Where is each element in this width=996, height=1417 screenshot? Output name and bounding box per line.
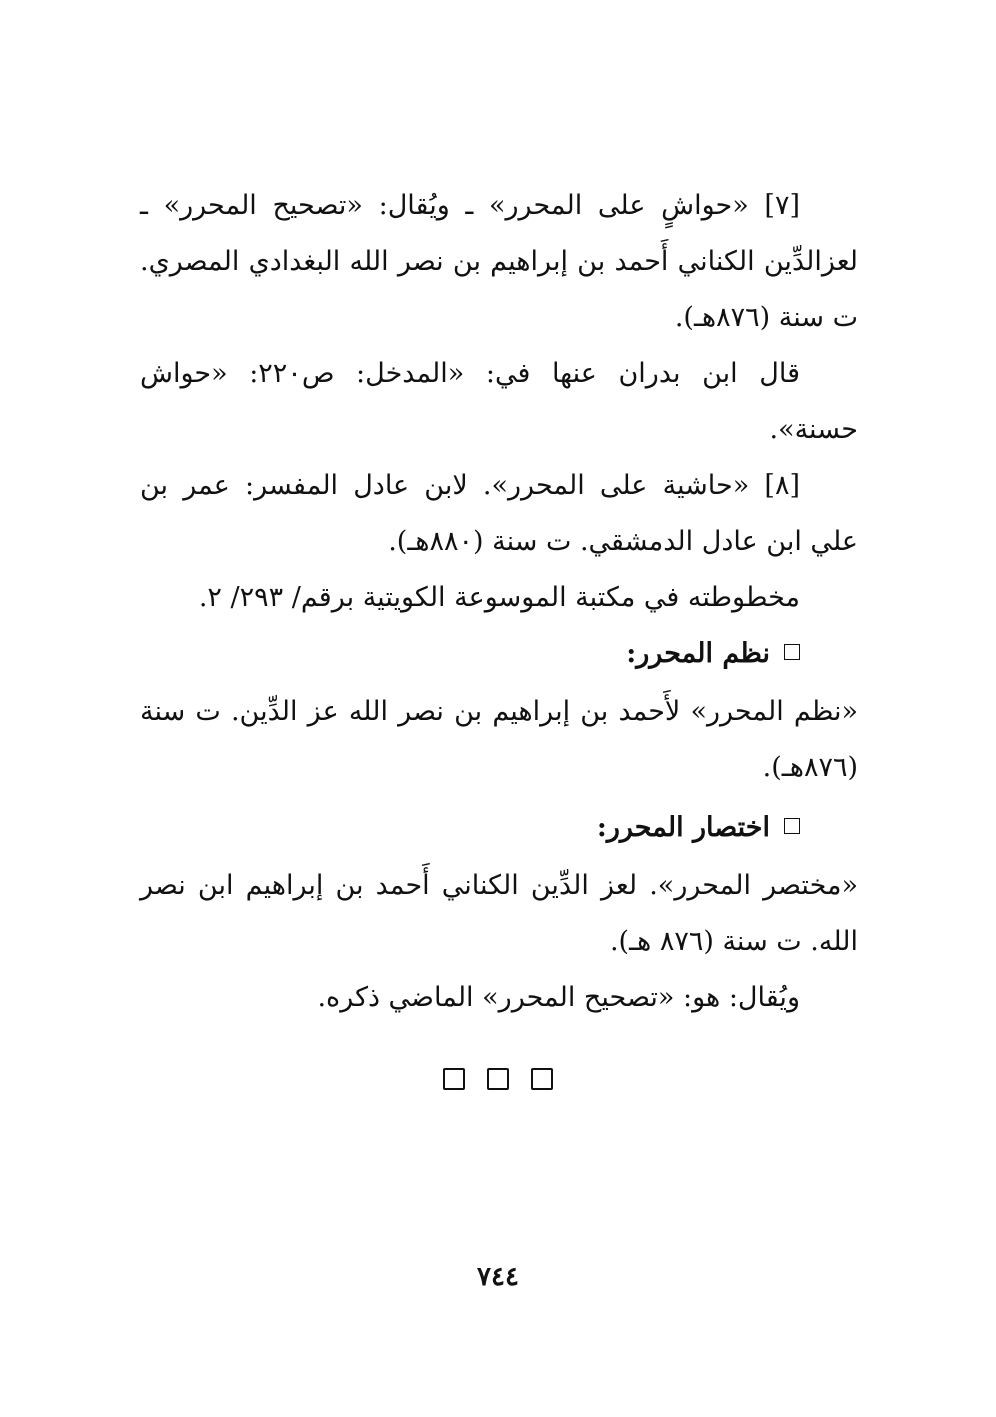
paragraph-ibn-badran-note: قال ابن بدران عنها في: «المدخل: ص٢٢٠: «حواش حسنة».	[140, 358, 858, 445]
paragraph-tashih-note: ويُقال: هو: «تصحيح المحرر» الماضي ذكره.	[317, 982, 800, 1013]
square-ornament-icon	[443, 1068, 465, 1090]
paragraph-mukhtasar: «مختصر المحرر». لعز الدِّين الكناني أَحمد بن إبراهيم ابن نصر الله. ت سنة (٨٧٦ هـ).	[140, 870, 858, 957]
paragraph-item-7: [٧] «حواشٍ على المحرر» ـ ويُقال: «تصحيح المحرر» ـ لعزالدِّين الكناني أَحمد بن إبراهيم بن نصر الله البغدادي المصري. ت سنة (٨٧٦هـ).	[140, 190, 858, 333]
section-heading-nazm-label: نظم المحرر:	[626, 638, 770, 669]
square-ornament-icon	[531, 1068, 553, 1090]
section-end-ornament	[0, 1068, 996, 1094]
section-heading-ikhtisar	[140, 800, 858, 856]
square-ornament-icon	[487, 1068, 509, 1090]
paragraph-group-1	[140, 178, 858, 1026]
square-bullet-icon	[784, 818, 800, 834]
square-bullet-icon	[784, 644, 800, 660]
paragraph-nazm: «نظم المحرر» لأَحمد بن إبراهيم بن نصر الله عز الدِّين. ت سنة (٨٧٦هـ).	[140, 696, 858, 783]
section-heading-ikhtisar-label: اختصار المحرر:	[596, 812, 770, 843]
page-number: ٧٤٤	[477, 1262, 519, 1292]
paragraph-item-8: [٨] «حاشية على المحرر». لابن عادل المفسر: عمر بن علي ابن عادل الدمشقي. ت سنة (٨٨٠هـ).	[140, 470, 858, 557]
section-heading-nazm	[140, 626, 858, 682]
paragraph-manuscript-note: مخطوطته في مكتبة الموسوعة الكويتية برقم/ ٢٩٣/ ٢.	[198, 582, 800, 613]
